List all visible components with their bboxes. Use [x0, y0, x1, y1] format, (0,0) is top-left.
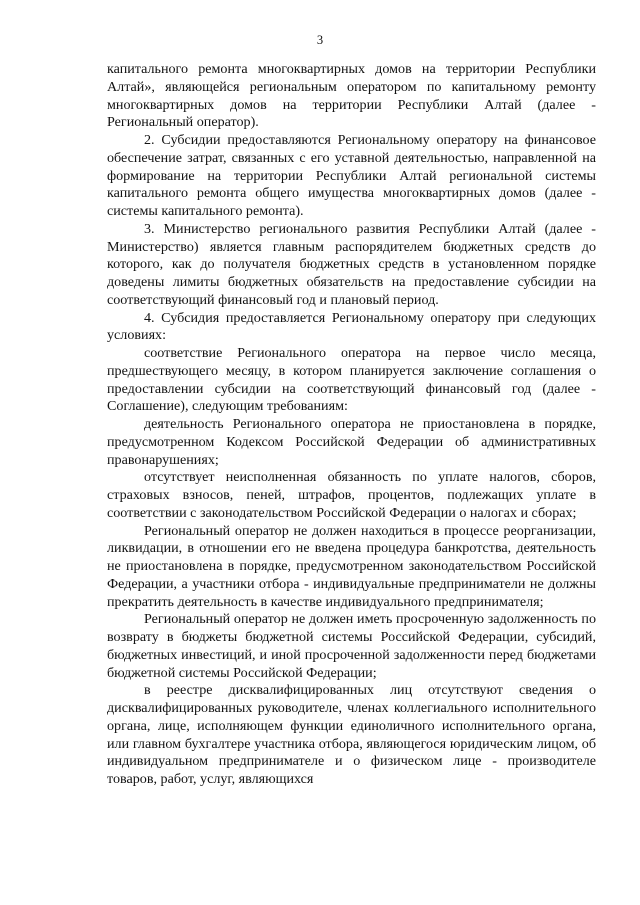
requirement-no-reorganization: Региональный оператор не должен находиться в процессе реорганизации, ликвидации, в отношении его не введена процедура банкротства, деятельность не приостановлена в порядке, предусмотренном законодательством Российской Федерации, а участники отбора - индивидуальные предприниматели не должны прекратить деятельность в качестве индивидуального предпринимателя; — [107, 522, 596, 610]
condition-compliance: соответствие Регионального оператора на первое число месяца, предшествующего месяцу, в котором планируется заключение соглашения о предоставлении субсидии на соответствующий финансовый год (далее - Соглашение), следующим требованиям: — [107, 345, 596, 415]
requirement-disqualified-persons-registry: в реестре дисквалифицированных лиц отсутствуют сведения о дисквалифицированных руководителе, членах коллегиального исполнительного органа, лице, исполняющем функции единоличного исполнительного органа, или главном бухгалтере участника отбора, являющегося юридическим лицом, об индивидуальном предпринимателе и о физическом лице - производителе товаров, работ, услуг, являющихся — [107, 682, 596, 787]
paragraph-4-conditions: 4. Субсидия предоставляется Региональному оператору при следующих условиях: — [107, 309, 596, 344]
requirement-no-overdue-debt: Региональный оператор не должен иметь просроченную задолженность по возврату в бюджеты бюджетной системы Российской Федерации, субсидий, бюджетных инвестиций, и иной просроченной задолженности перед бюджетами бюджетной системы Российской Федерации; — [107, 611, 596, 681]
paragraph-2-subsidy-purpose: 2. Субсидии предоставляются Региональному оператору на финансовое обеспечение затрат, связанных с его уставной деятельностью, направленной на формирование на территории Республики Алтай региональной системы капитального ремонта общего имущества многоквартирных домов (далее - системы капитального ремонта). — [107, 132, 596, 219]
requirement-activity-not-suspended: деятельность Регионального оператора не приостановлена в порядке, предусмотренном Кодексом Российской Федерации об административных правонарушениях; — [107, 416, 596, 468]
document-body — [107, 61, 596, 789]
paragraph-3-ministry: 3. Министерство регионального развития Республики Алтай (далее - Министерство) является главным распорядителем бюджетных средств до которого, как до получателя бюджетных средств в установленном порядке доведены лимиты бюджетных обязательств на предоставление субсидии на соответствующий финансовый год и плановый период. — [107, 220, 596, 308]
requirement-no-tax-debt: отсутствует неисполненная обязанность по уплате налогов, сборов, страховых взносов, пеней, штрафов, процентов, подлежащих уплате в соответствии с законодательством Российской Федерации о налогах и сборах; — [107, 469, 596, 521]
paragraph-regional-operator-definition: капитального ремонта многоквартирных домов на территории Республики Алтай», являющейся региональным оператором по капитальному ремонту многоквартирных домов на территории Республики Алтай (далее - Региональный оператор). — [107, 61, 596, 131]
page-number: 3 — [316, 33, 324, 47]
